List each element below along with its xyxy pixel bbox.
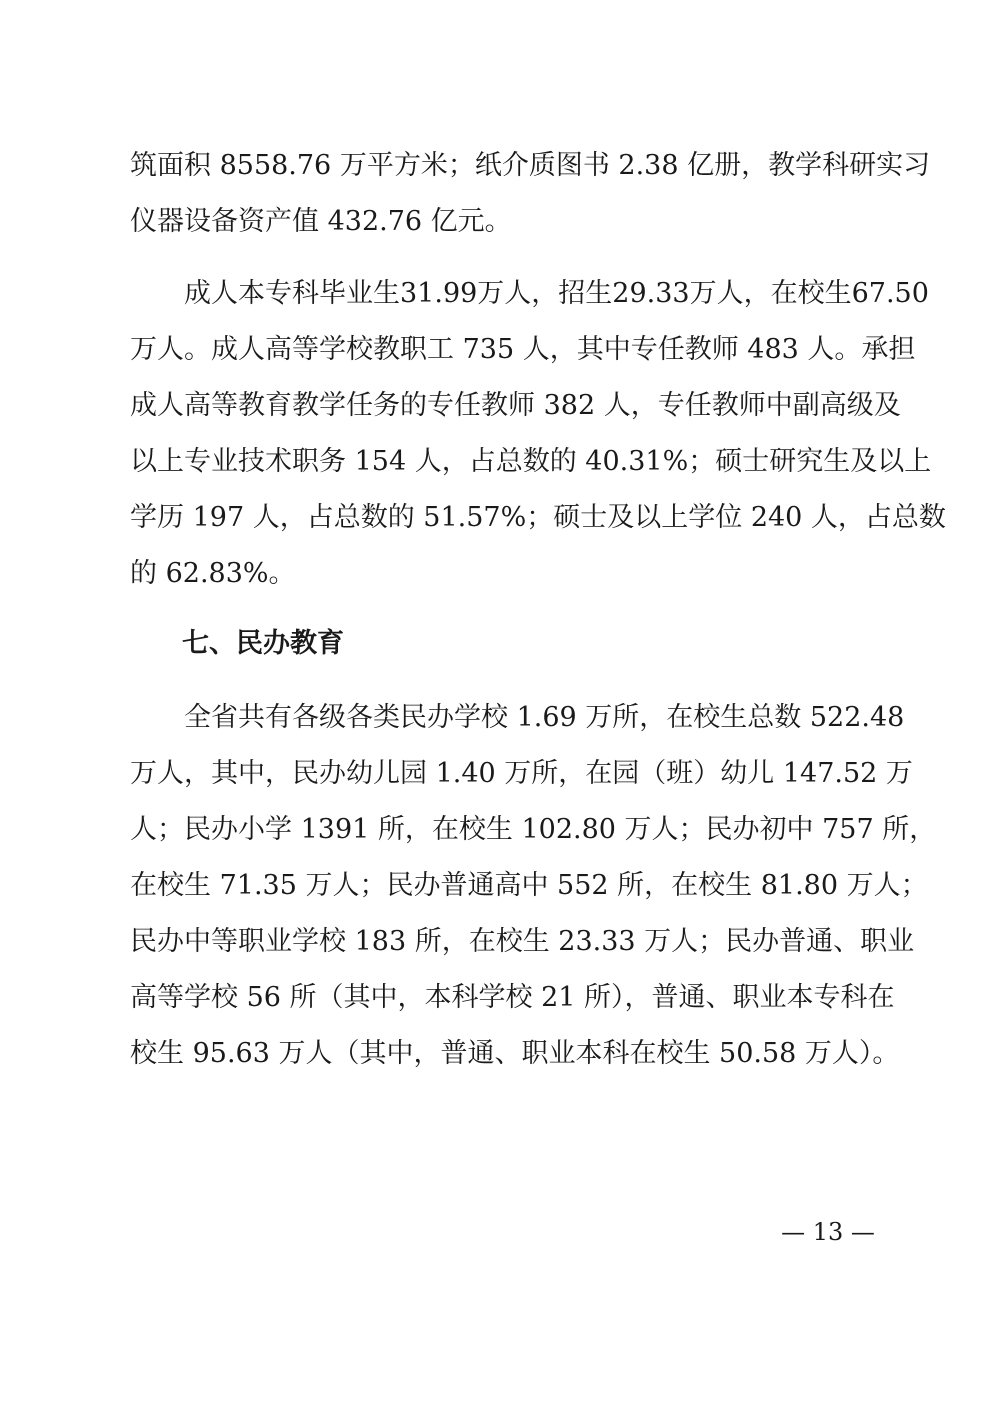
text-line: 万人，其中，民办幼儿园 1.40 万所，在园（班）幼儿 147.52 万 <box>130 758 913 789</box>
text-line: 成人高等教育教学任务的专任教师 382 人，专任教师中副高级及 <box>130 390 901 421</box>
text-line: 的 62.83%。 <box>130 558 296 589</box>
text-line: 校生 95.63 万人（其中，普通、职业本科在校生 50.58 万人）。 <box>130 1038 900 1069</box>
text-line: 学历 197 人，占总数的 51.57%；硕士及以上学位 240 人，占总数 <box>130 502 946 533</box>
section-heading: 七、民办教育 <box>182 628 344 659</box>
text-line: 在校生 71.35 万人；民办普通高中 552 所，在校生 81.80 万人； <box>130 870 928 901</box>
text-line: 高等学校 56 所（其中，本科学校 21 所），普通、职业本专科在 <box>130 982 895 1013</box>
text-line: 民办中等职业学校 183 所，在校生 23.33 万人；民办普通、职业 <box>130 926 915 957</box>
text-line: 万人。成人高等学校教职工 735 人，其中专任教师 483 人。承担 <box>130 334 916 365</box>
text-line: 人；民办小学 1391 所，在校生 102.80 万人；民办初中 757 所， <box>130 814 937 845</box>
text-line: 成人本专科毕业生31.99万人，招生29.33万人，在校生67.50 <box>184 278 929 309</box>
text-line: 全省共有各级各类民办学校 1.69 万所，在校生总数 522.48 <box>184 702 905 733</box>
page-number: — 13 — <box>781 1218 875 1246</box>
text-line: 以上专业技术职务 154 人，占总数的 40.31%；硕士研究生及以上 <box>130 446 932 477</box>
text-line: 仪器设备资产值 432.76 亿元。 <box>130 206 512 237</box>
text-line: 筑面积 8558.76 万平方米；纸介质图书 2.38 亿册，教学科研实习 <box>130 150 931 181</box>
